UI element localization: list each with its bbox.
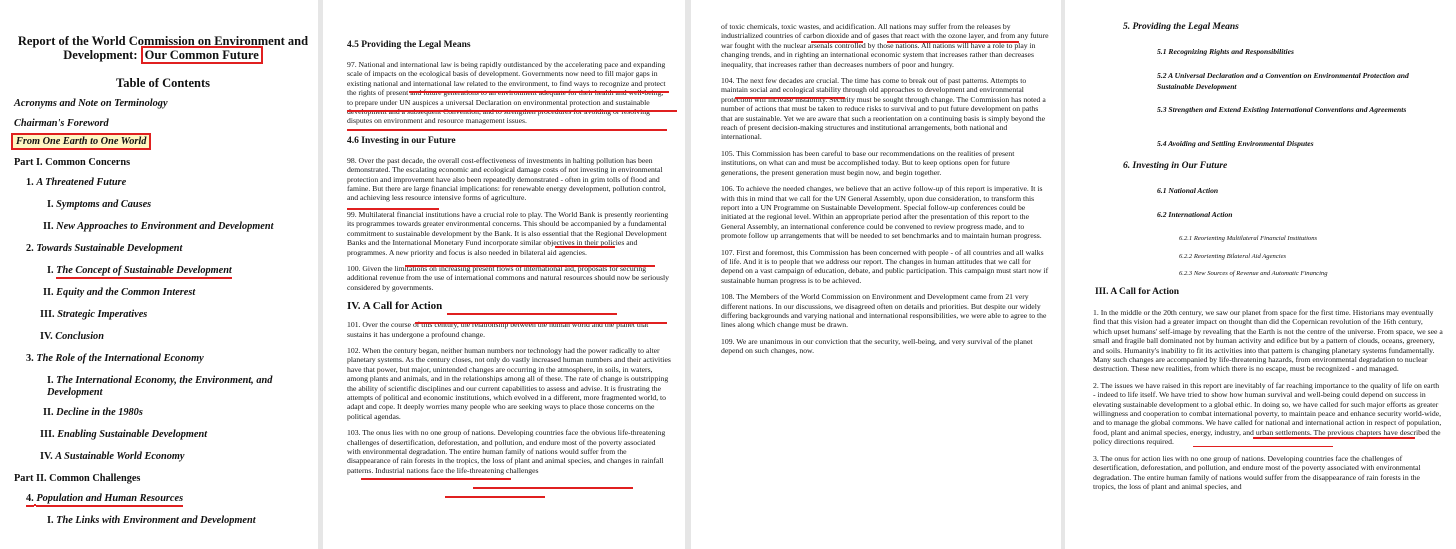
underline-mark	[473, 487, 633, 489]
paragraph-98: 98. Over the past decade, the overall cost-effectiveness of investments in halting pollution has been demonstrated. The escalating economic and ecological damage costs of not investing in environmental protection and improvement have also been repeatedly demonstrated - often in grim tolls of flood and famine. But there are large financial implications: for renewable energy development, pollution control, and achieving less resource intensive forms of agriculture.	[347, 155, 666, 203]
toc-part-heading[interactable]: Part I. Common Concerns	[14, 157, 131, 168]
outline-item[interactable]: 6.2.3 New Sources of Revenue and Automatic Financing	[1179, 270, 1328, 277]
toc-heading: Table of Contents	[116, 76, 210, 90]
paragraph-103-cont: of toxic chemicals, toxic wastes, and acidification. All nations may suffer from the releases by industrialized countries of carbon dioxide and of gases that react with the ozone layer, and from any future war fought with the nuclear arsenals controlled by those nations. All nations will have a role to play in changing trends, and in righting an international economic system that increases rather than decreases inequality, that increases rather than decreases numbers of poor and hungry.	[721, 22, 1049, 69]
report-page-3	[691, 0, 1061, 549]
toc-item[interactable]: 3. The Role of the International Economy	[26, 353, 204, 364]
outline-item[interactable]: 5.1 Recognizing Rights and Responsibilities	[1157, 47, 1294, 56]
outline-item[interactable]: 6.2.1 Reorienting Multilateral Financial Institutions	[1179, 235, 1318, 242]
paragraph-105: 105. This Commission has been careful to base our recommendations on the realities of present institutions, on what can and must be accomplished today. But to keep options open for future generations, the present generation must begin now, and begin together.	[721, 148, 1015, 177]
underline-mark	[347, 129, 667, 131]
toc-item[interactable]: Acronyms and Note on Terminology	[14, 98, 168, 109]
toc-item[interactable]: 2. Towards Sustainable Development	[26, 243, 183, 254]
underline-mark	[347, 208, 439, 210]
section-heading: III. A Call for Action	[1095, 287, 1180, 297]
toc-item[interactable]: 1. A Threatened Future	[26, 177, 127, 188]
toc-page	[0, 0, 318, 549]
outline-item[interactable]: 5.2 A Universal Declaration and a Convention on Environmental Protection and Sustainable Development	[1157, 71, 1409, 91]
underline-mark	[347, 110, 677, 112]
underline-mark	[555, 246, 615, 248]
toc-item[interactable]: I. Symptoms and Causes	[47, 199, 152, 210]
paragraph-2: 2. The issues we have raised in this report are inevitably of far reaching importance to the quality of life on earth - indeed to life itself. We have tried to show how human survival and well-being could depend on success in elevating sustainable development to a global ethic. In doing so, we have called for such major efforts as greater willingness and cooperation to combat international poverty, to maintain peace and enhance security world-wide, and to manage the global commons. We have called for national and international action in respect of population, food, plant and animal species, energy, industry, and urban settlements. The previous chapters have described the policy directions required.	[1093, 380, 1442, 447]
outline-item[interactable]: 5.4 Avoiding and Settling Environmental Disputes	[1157, 139, 1314, 148]
underline-mark	[735, 97, 845, 99]
paragraph-99: 99. Multilateral financial institutions have a crucial role to play. The World Bank is presently reorienting its programmes towards greater environmental concerns. This should be accompanied by a fundamental commitment to sustainable development by the Bank. It is also essential that the Regional Development Banks and the International Monetary Fund incorporate similar objectives in their policies and programmes. A new priority and focus is also needed in bilateral aid agencies.	[347, 209, 669, 257]
toc-item-underlined[interactable]: I. The Concept of Sustainable Development	[47, 265, 232, 277]
toc-item[interactable]: IV. Conclusion	[40, 331, 104, 342]
paragraph-102: 102. When the century began, neither human numbers nor technology had the power radically to alter planetary systems. As the century closes, not only do vastly increased human numbers and their activities have that power, but major, unintended changes are occurring in the atmosphere, in soils, in waters, among plants and animals, and in the relationships among all of these. The rate of change is outstripping the ability of scientific disciplines and our current capabilities to assess and advise. It is frustrating the attempts of political and economic institutions, which evolved in a different, more fragmented world, to adapt and cope. It deeply worries many people who are seeking ways to place those concerns on the political agendas.	[347, 345, 671, 421]
outline-item[interactable]: 6. Investing in Our Future	[1123, 161, 1228, 171]
report-page-4	[1065, 0, 1456, 549]
section-heading: IV. A Call for Action	[347, 300, 443, 313]
toc-item[interactable]: I. The International Economy, the Environment, and Development	[47, 375, 273, 398]
section-heading: 4.6 Investing in our Future	[347, 135, 456, 146]
toc-item[interactable]: IV. A Sustainable World Economy	[40, 451, 185, 462]
underline-mark	[887, 41, 1019, 43]
underline-mark	[409, 91, 669, 93]
document-title: Report of the World Commission on Environment and Development: Our Common Future	[17, 34, 309, 62]
underline-mark	[415, 322, 667, 324]
underline-mark	[1253, 437, 1415, 439]
paragraph-106: 106. To achieve the needed changes, we believe that an active follow-up of this report is imperative. It is with this in mind that we call for the UN General Assembly, upon due consideration, to transform this report into a UN Programme on Sustainable Development. Special follow-up conferences could be initiated at the regional level. Within an appropriate period after the presentation of this report to the General Assembly, an international conference could be convened to review progress made, and to promote follow up arrangements that will be needed to set benchmarks and to maintain human progress.	[721, 184, 1043, 241]
paragraph-100: 100. Given the limitations on increasing present flows of international aid, proposals for securing additional revenue from the use of international commons and natural resources should now be seriously considered by governments.	[347, 263, 669, 292]
toc-item-underlined[interactable]: 4. Population and Human Resources	[26, 493, 183, 505]
toc-item[interactable]: II. Equity and the Common Interest	[43, 287, 196, 298]
toc-item-highlighted[interactable]: From One Earth to One World	[11, 136, 151, 148]
paragraph-3: 3. The onus for action lies with no one group of nations. Developing countries face the challenges of desertification, deforestation, and pollution, and endure most of the poverty associated with environmental degradation. The entire human family of nations would suffer from the disappearance of rain forests in the tropics, the loss of plant and animal species, and	[1093, 453, 1421, 491]
paragraph-107: 107. First and foremost, this Commission has been concerned with people - of all countries and all walks of life. And it is to people that we address our report. The changes in human attitudes that we call for depend on a vast campaign of education, debate, and public participation. This campaign must start now if sustainable human progress is to be achieved.	[721, 247, 1049, 285]
outline-item[interactable]: 6.1 National Action	[1157, 186, 1219, 195]
toc-item[interactable]: II. Decline in the 1980s	[43, 407, 143, 418]
underline-mark	[445, 496, 545, 498]
outline-item[interactable]: 6.2.2 Reorienting Bilateral Aid Agencies	[1179, 253, 1287, 260]
outline-item[interactable]: 6.2 International Action	[1157, 210, 1233, 219]
outline-item[interactable]: 5.3 Strengthen and Extend Existing International Conventions and Agreements	[1157, 105, 1407, 114]
title-highlight-box: Our Common Future	[141, 46, 263, 64]
paragraph-103: 103. The onus lies with no one group of nations. Developing countries face the obvious life-threatening challenges of desertification, deforestation, and pollution, and endure most of the poverty associated with environmental degradation. The entire human family of nations would suffer from the disappearance of rain forests in the tropics, the loss of plant and animal species, and changes in rainfall patterns. Industrial nations face the life-threatening challenges	[347, 428, 666, 475]
underline-mark	[405, 265, 655, 267]
underline-mark	[811, 41, 863, 43]
toc-item[interactable]: I. The Links with Environment and Development	[47, 515, 256, 526]
underline-mark	[447, 313, 617, 315]
underline-mark	[361, 478, 511, 480]
report-page-2	[323, 0, 685, 549]
toc-item[interactable]: III. Enabling Sustainable Development	[40, 429, 208, 440]
section-heading: 4.5 Providing the Legal Means	[347, 40, 471, 50]
paragraph-97: 97. National and international law is being rapidly outdistanced by the accelerating pace and expanding scale of impacts on the ecological basis of development. Governments now need to fill major gaps in existing national and international law related to the environment, to find ways to recognize and protect the rights of present and future generations to an environment adequate for their health and well-being, to prepare under UN auspices a universal Declaration on environmental protection and sustainable development and a subsequent Convention, and to strengthen procedures for avoiding or resolving disputes on environment and resource management issues.	[347, 60, 666, 126]
paragraph-108: 108. The Members of the World Commission on Environment and Development came from 21 very different nations. In our discussions, we disagreed often on details and priorities. But despite our widely differing backgrounds and varying national and international responsibilities, we were able to agree to the lines along which change must be drawn.	[721, 292, 1047, 330]
paragraph-109: 109. We are unanimous in our conviction that the security, well-being, and very survival of the planet depend on such changes, now.	[721, 336, 1033, 356]
paragraph-104: 104. The next few decades are crucial. The time has come to break out of past patterns. Attempts to maintain social and ecological stability through old approaches to development and environmental protection will increase instability. Security must be sought through change. The Commission has noted a number of actions that must be taken to reduce risks to survival and to put future development on paths that are sustainable. Yet we are aware that such a reorientation on a continuing basis is simply beyond the reach of present decision-making structures and institutional arrangements, both national and international.	[721, 76, 1046, 142]
paragraph-1: 1. In the middle or the 20th century, we saw our planet from space for the first time. Historians may eventually find that this vision had a greater impact on thought than did the Copernican revolution of the 16th century, which upset humans' self-image by revealing that the Earth is not the centre of the universe. From space, we see a small and fragile ball dominated not by human activity and edifice but by a pattern of clouds, oceans, greenery, and soils. Humanity's inability to fit its activities into that pattern is changing planetary systems fundamentally. Many such changes are accompanied by life-threatening hazards, from environmental degradation to nuclear destruction. These new realities, from which there is no escape, must be recognized - and managed.	[1093, 308, 1443, 374]
toc-item[interactable]: Chairman's Foreword	[14, 118, 109, 129]
toc-item[interactable]: III. Strategic Imperatives	[40, 309, 148, 320]
toc-item[interactable]: II. New Approaches to Environment and Development	[43, 221, 274, 232]
underline-mark	[1193, 446, 1333, 447]
toc-part-heading[interactable]: Part II. Common Challenges	[14, 473, 141, 484]
outline-item[interactable]: 5. Providing the Legal Means	[1123, 22, 1239, 32]
paragraph-101: 101. Over the course of this century, the relationship between the human world and the planet that sustains it has undergone a profound change.	[347, 320, 649, 339]
